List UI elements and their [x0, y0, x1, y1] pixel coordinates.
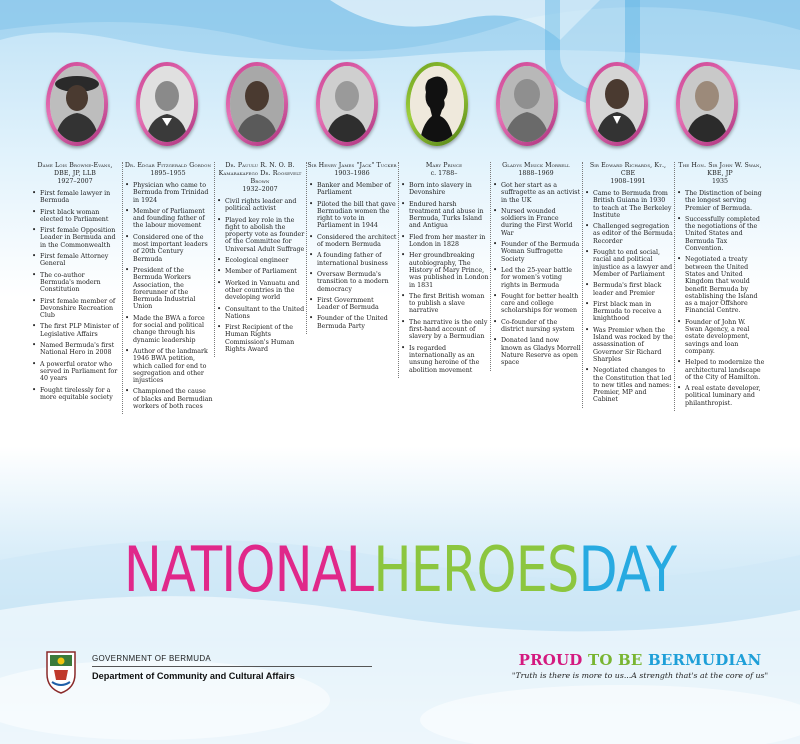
hero-bullets	[675, 190, 765, 407]
hero-dates: 1935	[711, 178, 729, 185]
hero-bullets	[399, 182, 489, 374]
bullet-item: • Author of the landmark 1946 BWA petition, which called for end to segregation and other injustices	[133, 348, 213, 384]
hero-dates: 1895–1955	[150, 170, 186, 177]
hero-columns	[30, 162, 772, 512]
page-title	[72, 530, 728, 610]
bullet-item: • Negotiated a treaty between the United States and United Kingdom that would benefit Bermuda by establishing the Island as a major Offshore Financial Centre.	[685, 256, 765, 314]
bullet-item: • Endured harsh treatment and abuse in Bermuda, Turks Island and Antigua	[409, 201, 489, 230]
hero-name: Gladys Misick Morrell	[502, 162, 570, 169]
bullet-item: • President of the Bermuda Workers Association, the forerunner of the Bermuda Industrial Union	[133, 267, 213, 311]
bullet-item: • Member of Parliament and founding father of the labour movement	[133, 208, 213, 230]
portrait-pauulu-kamarakafego	[226, 62, 288, 146]
bullet-item: • Fought to end social, racial and political injustice as a lawyer and Member of Parliament	[593, 249, 673, 278]
hero-column	[582, 162, 673, 408]
bullet-item: • First female member of Devonshire Recreation Club	[40, 298, 120, 320]
bullet-item: • Consultant to the United Nations	[225, 306, 305, 321]
title-national: NATIONAL	[123, 533, 374, 606]
hero-dates: 1927–2007	[57, 178, 93, 185]
bullet-item: • Donated land now known as Gladys Morrell Nature Reserve as open space	[501, 337, 581, 366]
bullet-item: • The first British woman to publish a slave narrative	[409, 293, 489, 315]
portrait-edward-richards	[586, 62, 648, 146]
bullet-item: • Named Bermuda's first National Hero in 2008	[40, 342, 120, 357]
portrait-gladys-morrell	[496, 62, 558, 146]
bullet-item: • First black man in Bermuda to receive a knighthood	[593, 301, 673, 323]
bullet-item: • Considered one of the most important leaders of 20th Century Bermuda	[133, 234, 213, 263]
department-label: Department of Community and Cultural Affairs	[92, 671, 295, 681]
bullet-item: • First female Attorney General	[40, 253, 120, 268]
bullet-item: • Founder of the Bermuda Woman Suffragette Society	[501, 241, 581, 263]
bullet-item: • Born into slavery in Devonshire	[409, 182, 489, 197]
hero-column	[674, 162, 765, 411]
hero-bullets	[123, 182, 213, 410]
hero-name: Sir Edward Richards, Kt., CBE	[589, 162, 667, 177]
bullet-item: • Worked in Vanuatu and other countries in the developing world	[225, 280, 305, 302]
bullet-item: • The first PLP Minister of Legislative Affairs	[40, 323, 120, 338]
bullet-item: • Played key role in the fight to abolish the property vote as founder of the Committee for Universal Adult Suffrage	[225, 217, 305, 253]
bullet-item: • Piloted the bill that gave Bermudian women the right to vote in Parliament in 1944	[317, 201, 397, 230]
portrait-mary-prince-silhouette	[406, 62, 468, 146]
bullet-item: • Founder of the United Bermuda Party	[317, 315, 397, 330]
hero-dates: 1908–1991	[610, 178, 646, 185]
hero-bullets	[307, 182, 397, 330]
hero-bullets	[30, 190, 120, 401]
hero-name: Dr. Edgar Fitzgerald Gordon	[124, 162, 212, 169]
hero-name: Dr. Pauulu R. N. O. B. Kamarakafego Dr. Roosevelt Brown	[218, 162, 302, 185]
bullet-item: • Successfully completed the negotiations of the United States and Bermuda Tax Convention.	[685, 216, 765, 252]
hero-column	[306, 162, 397, 334]
proud-tagline	[490, 651, 790, 669]
bullet-item: • Helped to modernize the architectural landscape of the City of Hamilton.	[685, 359, 765, 381]
hero-column	[398, 162, 489, 378]
bullet-item: • Civil rights leader and political activist	[225, 198, 305, 213]
bullet-item: • A founding father of international business	[317, 252, 397, 267]
government-block	[44, 648, 374, 698]
government-label: GOVERNMENT OF BERMUDA	[92, 654, 212, 663]
bullet-item: • Her groundbreaking autobiography, The History of Mary Prince, was published in London in 1831	[409, 252, 489, 288]
bullet-item: • First Government Leader of Bermuda	[317, 297, 397, 312]
hero-column	[30, 162, 120, 405]
hero-dates: 1932–2007	[242, 186, 278, 193]
bullet-item: • Made the BWA a force for social and political change through his dynamic leadership	[133, 315, 213, 344]
bullet-item: • A powerful orator who served in Parliament for 40 years	[40, 361, 120, 383]
bullet-item: • Ecological engineer	[225, 257, 305, 264]
title-heroes: HEROES	[373, 533, 579, 606]
hero-column	[490, 162, 581, 371]
hero-bullets	[215, 198, 305, 353]
hero-name: The Hon. Sir John W. Swan, KBE, JP	[678, 162, 762, 177]
bullet-item: • First female Opposition Leader in Bermuda and in the Commonwealth	[40, 227, 120, 249]
divider	[92, 666, 372, 667]
hero-bullets	[583, 190, 673, 404]
hero-name: Dame Lois Browne-Evans, DBE, JP, LLB	[37, 162, 113, 177]
bullet-item: • Challenged segregation as editor of the Bermuda Recorder	[593, 223, 673, 245]
bullet-item: • Fought tirelessly for a more equitable society	[40, 387, 120, 402]
hero-dates: 1903–1986	[334, 170, 370, 177]
bullet-item: • Fought for better health care and college scholarships for women	[501, 293, 581, 315]
bullet-item: • Considered the architect of modern Bermuda	[317, 234, 397, 249]
bullet-item: • A real estate developer, political luminary and philanthropist.	[685, 385, 765, 407]
bullet-item: • Is regarded internationally as an unsung heroine of the abolition movement	[409, 345, 489, 374]
bullet-item: • First female lawyer in Bermuda	[40, 190, 120, 205]
bullet-item: • Founder of John W. Swan Agency, a real estate development, savings and loan company.	[685, 319, 765, 355]
bullet-item: • First Recipient of the Human Rights Commission's Human Rights Award	[225, 324, 305, 353]
hero-column	[122, 162, 213, 414]
proud-word: PROUD	[518, 651, 583, 669]
title-day: DAY	[578, 533, 677, 606]
portrait-row	[0, 62, 800, 152]
hero-name: Mary Prince	[425, 162, 463, 169]
bullet-item: • Championed the cause of blacks and Bermudian workers of both races	[133, 388, 213, 410]
bullet-item: • Physician who came to Bermuda from Trinidad in 1924	[133, 182, 213, 204]
hero-column	[214, 162, 305, 357]
bullet-item: • Co-founder of the district nursing system	[501, 319, 581, 334]
bullet-item: • First black woman elected to Parliament	[40, 209, 120, 224]
bullet-item: • Fled from her master in London in 1828	[409, 234, 489, 249]
slogan: "Truth is there is more to us...A strength that's at the core of us"	[511, 671, 769, 680]
bullet-item: • The Distinction of being the longest serving Premier of Bermuda.	[685, 190, 765, 212]
bermuda-crest-icon	[44, 648, 78, 694]
hero-dates: 1888–1969	[518, 170, 554, 177]
bullet-item: • The narrative is the only first-hand account of slavery by a Bermudian	[409, 319, 489, 341]
bullet-item: • Oversaw Bermuda's transition to a modern democracy	[317, 271, 397, 293]
portrait-lois-browne-evans	[46, 62, 108, 146]
bermudian-word: BERMUDIAN	[647, 651, 762, 669]
bullet-item: • Was Premier when the Island was rocked by the assassination of Governor Sir Richard Sharples	[593, 327, 673, 363]
hero-bullets	[491, 182, 581, 367]
portrait-edgar-gordon	[136, 62, 198, 146]
to-be-word: TO BE	[587, 651, 643, 669]
bullet-item: • Came to Bermuda from British Guiana in 1930 to teach at The Berkeley Institute	[593, 190, 673, 219]
bullet-item: • The co-author Bermuda's modern Constitution	[40, 272, 120, 294]
bullet-item: • Nursed wounded soldiers in France during the First World War	[501, 208, 581, 237]
portrait-henry-tucker	[316, 62, 378, 146]
bullet-item: • Bermuda's first black leader and Premier	[593, 282, 673, 297]
bullet-item: • Got her start as a suffragette as an activist in the UK	[501, 182, 581, 204]
bullet-item: • Led the 25-year battle for women's voting rights in Bermuda	[501, 267, 581, 289]
hero-dates: c. 1788–	[430, 170, 458, 177]
bullet-item: • Banker and Member of Parliament	[317, 182, 397, 197]
hero-name: Sir Henry James "Jack" Tucker	[307, 162, 397, 169]
bullet-item: • Member of Parliament	[225, 268, 305, 275]
portrait-john-swan	[676, 62, 738, 146]
bullet-item: • Negotiated changes to the Constitution that led to new titles and names: Premier, MP and Cabinet	[593, 367, 673, 403]
